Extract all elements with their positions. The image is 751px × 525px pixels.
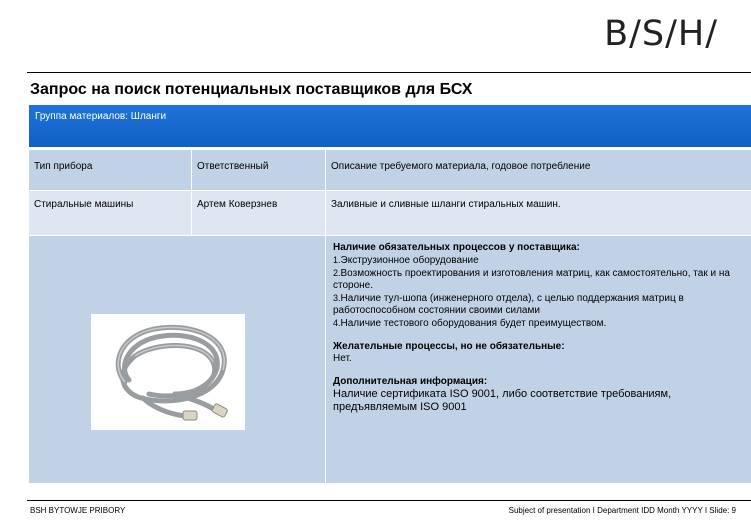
optional-processes-value: Нет. bbox=[333, 353, 352, 364]
details-cell bbox=[326, 236, 751, 484]
cell-device-type: Стиральные машины bbox=[29, 191, 192, 236]
table-row bbox=[29, 191, 751, 236]
required-processes-heading: Наличие обязательных процессов у поставщика: bbox=[333, 242, 580, 253]
list-item: 1.Экструзионное оборудование bbox=[333, 255, 479, 266]
details-row bbox=[29, 236, 751, 484]
list-item: 3.Наличие тул-шопа (инженерного отдела), с целью поддержания матриц в работоспособном состоянии своими силами bbox=[333, 293, 684, 316]
additional-info-heading: Дополнительная информация: bbox=[333, 376, 488, 387]
optional-processes-heading: Желательные процессы, но не обязательные: bbox=[333, 341, 565, 352]
page-title: Запрос на поиск потенциальных поставщиков для БСХ bbox=[30, 81, 473, 98]
header-cell-description: Описание требуемого материала, годовое потребление bbox=[326, 150, 751, 191]
additional-info-value: Наличие сертификата ISO 9001, либо соответствие требованиям, предъявляемым ISO 9001 bbox=[333, 388, 672, 413]
list-item: 2.Возможность проектирования и изготовления матриц, как самостоятельно, так и на стороне. bbox=[333, 268, 730, 291]
hose-photo-icon bbox=[91, 314, 245, 430]
footer-divider bbox=[27, 500, 751, 501]
table-header-row bbox=[29, 150, 751, 191]
hose-image bbox=[91, 314, 245, 430]
list-item: 4.Наличие тестового оборудования будет преимуществом. bbox=[333, 318, 607, 329]
bsh-logo: B/S/H/ bbox=[604, 14, 718, 54]
material-group-banner bbox=[28, 104, 751, 148]
material-group-label: Группа материалов: Шланги bbox=[35, 111, 167, 122]
header-cell-responsible: Ответственный bbox=[192, 150, 326, 191]
footer-slide-info: Subject of presentation I Department IDD Month YYYY I Slide: 9 bbox=[508, 506, 736, 515]
request-table bbox=[28, 149, 751, 484]
required-processes-list bbox=[333, 254, 749, 330]
image-cell bbox=[29, 236, 326, 484]
footer-company: BSH BYTOWJE PRIBORY bbox=[30, 506, 126, 515]
cell-description: Заливные и сливные шланги стиральных машин. bbox=[326, 191, 751, 236]
title-divider bbox=[27, 72, 751, 73]
header-cell-device-type: Тип прибора bbox=[29, 150, 192, 191]
cell-responsible: Артем Коверзнев bbox=[192, 191, 326, 236]
